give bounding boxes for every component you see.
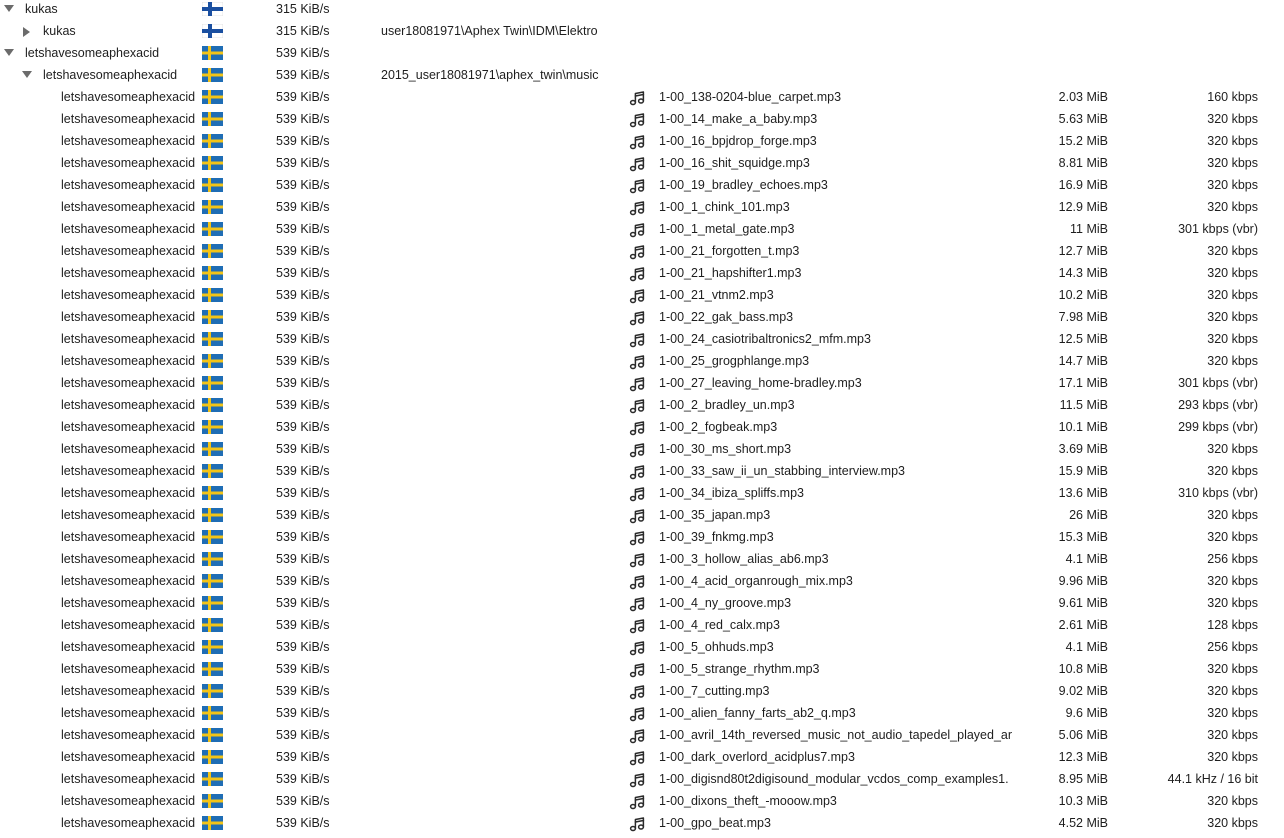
file-name: 1-00_138-0204-blue_carpet.mp3 xyxy=(659,90,842,104)
file-size: 11.5 MiB xyxy=(1059,398,1108,412)
music-note-icon xyxy=(629,376,645,392)
upload-speed: 539 KiB/s xyxy=(276,178,330,192)
username: letshavesomeaphexacid xyxy=(61,420,195,434)
file-bitrate: 320 kbps xyxy=(1207,354,1258,368)
upload-speed: 539 KiB/s xyxy=(276,398,330,412)
file-row[interactable] xyxy=(0,550,1284,572)
sweden-flag-icon xyxy=(202,464,223,478)
upload-speed: 539 KiB/s xyxy=(276,706,330,720)
file-row[interactable] xyxy=(0,682,1284,704)
file-size: 10.8 MiB xyxy=(1058,662,1108,676)
sweden-flag-icon xyxy=(202,200,223,214)
file-name: 1-00_gpo_beat.mp3 xyxy=(659,816,771,830)
username: letshavesomeaphexacid xyxy=(61,376,195,390)
username: letshavesomeaphexacid xyxy=(61,662,195,676)
username: letshavesomeaphexacid xyxy=(61,486,195,500)
file-bitrate: 44.1 kHz / 16 bit xyxy=(1167,772,1258,786)
music-note-icon xyxy=(629,112,645,128)
file-bitrate: 160 kbps xyxy=(1207,90,1258,104)
file-name: 1-00_dixons_theft_-mooow.mp3 xyxy=(659,794,837,808)
file-row[interactable] xyxy=(0,440,1284,462)
file-row[interactable] xyxy=(0,198,1284,220)
file-name: 1-00_4_acid_organrough_mix.mp3 xyxy=(659,574,853,588)
file-bitrate: 320 kbps xyxy=(1207,596,1258,610)
music-note-icon xyxy=(629,794,645,810)
upload-speed: 539 KiB/s xyxy=(276,640,330,654)
upload-speed: 539 KiB/s xyxy=(276,244,330,258)
username: letshavesomeaphexacid xyxy=(61,244,195,258)
username: letshavesomeaphexacid xyxy=(61,596,195,610)
username: letshavesomeaphexacid xyxy=(61,222,195,236)
file-bitrate: 256 kbps xyxy=(1207,640,1258,654)
file-size: 11 MiB xyxy=(1070,222,1108,236)
user-row[interactable] xyxy=(0,44,1284,66)
file-name: 1-00_16_bpjdrop_forge.mp3 xyxy=(659,134,817,148)
file-bitrate: 320 kbps xyxy=(1207,310,1258,324)
file-name: 1-00_5_ohhuds.mp3 xyxy=(659,640,774,654)
music-note-icon xyxy=(629,684,645,700)
username: letshavesomeaphexacid xyxy=(61,684,195,698)
sweden-flag-icon xyxy=(202,46,223,60)
file-name: 1-00_2_fogbeak.mp3 xyxy=(659,420,778,434)
file-row[interactable] xyxy=(0,396,1284,418)
upload-speed: 539 KiB/s xyxy=(276,662,330,676)
music-note-icon xyxy=(629,178,645,194)
file-row[interactable] xyxy=(0,792,1284,814)
file-row[interactable] xyxy=(0,132,1284,154)
music-note-icon xyxy=(629,222,645,238)
username: letshavesomeaphexacid xyxy=(61,618,195,632)
sweden-flag-icon xyxy=(202,354,223,368)
file-bitrate: 320 kbps xyxy=(1207,244,1258,258)
sweden-flag-icon xyxy=(202,486,223,500)
username: letshavesomeaphexacid xyxy=(61,772,195,786)
sweden-flag-icon xyxy=(202,706,223,720)
music-note-icon xyxy=(629,574,645,590)
file-size: 8.95 MiB xyxy=(1058,772,1108,786)
file-bitrate: 320 kbps xyxy=(1207,464,1258,478)
file-size: 4.1 MiB xyxy=(1065,640,1108,654)
username: letshavesomeaphexacid xyxy=(61,112,195,126)
upload-speed: 539 KiB/s xyxy=(276,750,330,764)
username: letshavesomeaphexacid xyxy=(61,178,195,192)
file-size: 2.61 MiB xyxy=(1058,618,1108,632)
file-row[interactable] xyxy=(0,506,1284,528)
username: letshavesomeaphexacid xyxy=(61,508,195,522)
upload-speed: 539 KiB/s xyxy=(276,112,330,126)
file-row[interactable] xyxy=(0,220,1284,242)
username: letshavesomeaphexacid xyxy=(61,728,195,742)
username: letshavesomeaphexacid xyxy=(61,816,195,830)
music-note-icon xyxy=(629,662,645,678)
file-name: 1-00_dark_overlord_acidplus7.mp3 xyxy=(659,750,855,764)
file-row[interactable] xyxy=(0,638,1284,660)
file-name: 1-00_1_metal_gate.mp3 xyxy=(659,222,795,236)
triangle-down-icon[interactable] xyxy=(3,44,17,66)
music-note-icon xyxy=(629,530,645,546)
music-note-icon xyxy=(629,772,645,788)
upload-speed: 539 KiB/s xyxy=(276,794,330,808)
file-name: 1-00_16_shit_squidge.mp3 xyxy=(659,156,810,170)
sweden-flag-icon xyxy=(202,794,223,808)
sweden-flag-icon xyxy=(202,112,223,126)
file-name: 1-00_21_vtnm2.mp3 xyxy=(659,288,774,302)
sweden-flag-icon xyxy=(202,684,223,698)
sweden-flag-icon xyxy=(202,90,223,104)
username: letshavesomeaphexacid xyxy=(61,750,195,764)
finland-flag-icon xyxy=(202,24,223,38)
upload-speed: 539 KiB/s xyxy=(276,618,330,632)
sweden-flag-icon xyxy=(202,728,223,742)
upload-speed: 539 KiB/s xyxy=(276,420,330,434)
music-note-icon xyxy=(629,486,645,502)
upload-speed: 539 KiB/s xyxy=(276,288,330,302)
file-name: 1-00_alien_fanny_farts_ab2_q.mp3 xyxy=(659,706,856,720)
file-size: 16.9 MiB xyxy=(1058,178,1108,192)
sweden-flag-icon xyxy=(202,266,223,280)
file-name: 1-00_30_ms_short.mp3 xyxy=(659,442,792,456)
music-note-icon xyxy=(629,442,645,458)
file-name: 1-00_24_casiotribaltronics2_mfm.mp3 xyxy=(659,332,871,346)
username: letshavesomeaphexacid xyxy=(61,398,195,412)
file-bitrate: 320 kbps xyxy=(1207,288,1258,302)
music-note-icon xyxy=(629,332,645,348)
file-row[interactable] xyxy=(0,418,1284,440)
music-note-icon xyxy=(629,156,645,172)
file-bitrate: 320 kbps xyxy=(1207,200,1258,214)
file-bitrate: 320 kbps xyxy=(1207,794,1258,808)
file-row[interactable] xyxy=(0,374,1284,396)
file-row[interactable] xyxy=(0,110,1284,132)
file-name: 1-00_avril_14th_reversed_music_not_audio_tapedel_played_ar xyxy=(659,728,1013,742)
file-size: 5.63 MiB xyxy=(1058,112,1108,126)
upload-speed: 539 KiB/s xyxy=(276,552,330,566)
music-note-icon xyxy=(629,266,645,282)
file-row[interactable] xyxy=(0,814,1284,836)
sweden-flag-icon xyxy=(202,574,223,588)
file-name: 1-00_34_ibiza_spliffs.mp3 xyxy=(659,486,805,500)
triangle-right-icon[interactable] xyxy=(21,22,35,44)
upload-speed: 539 KiB/s xyxy=(276,728,330,742)
sweden-flag-icon xyxy=(202,816,223,830)
music-note-icon xyxy=(629,618,645,634)
file-name: 1-00_27_leaving_home-bradley.mp3 xyxy=(659,376,862,390)
sweden-flag-icon xyxy=(202,68,223,82)
music-note-icon xyxy=(629,750,645,766)
sweden-flag-icon xyxy=(202,662,223,676)
upload-speed: 539 KiB/s xyxy=(276,90,330,104)
file-size: 26 MiB xyxy=(1069,508,1108,522)
music-note-icon xyxy=(629,552,645,568)
username: letshavesomeaphexacid xyxy=(61,442,195,456)
file-bitrate: 320 kbps xyxy=(1207,750,1258,764)
file-name: 1-00_21_hapshifter1.mp3 xyxy=(659,266,802,280)
file-bitrate: 320 kbps xyxy=(1207,574,1258,588)
upload-speed: 539 KiB/s xyxy=(276,46,330,60)
triangle-down-icon[interactable] xyxy=(3,0,17,22)
file-size: 15.2 MiB xyxy=(1058,134,1108,148)
username: letshavesomeaphexacid xyxy=(61,310,195,324)
file-bitrate: 320 kbps xyxy=(1207,442,1258,456)
sweden-flag-icon xyxy=(202,750,223,764)
file-row[interactable] xyxy=(0,462,1284,484)
music-note-icon xyxy=(629,596,645,612)
file-bitrate: 320 kbps xyxy=(1207,112,1258,126)
sweden-flag-icon xyxy=(202,596,223,610)
username: letshavesomeaphexacid xyxy=(61,288,195,302)
file-size: 4.1 MiB xyxy=(1065,552,1108,566)
music-note-icon xyxy=(629,706,645,722)
file-name: 1-00_35_japan.mp3 xyxy=(659,508,771,522)
file-row[interactable] xyxy=(0,528,1284,550)
music-note-icon xyxy=(629,508,645,524)
file-size: 12.9 MiB xyxy=(1058,200,1108,214)
file-bitrate: 320 kbps xyxy=(1207,266,1258,280)
music-note-icon xyxy=(629,134,645,150)
music-note-icon xyxy=(629,354,645,370)
username: letshavesomeaphexacid xyxy=(61,640,195,654)
upload-speed: 539 KiB/s xyxy=(276,310,330,324)
file-bitrate: 301 kbps (vbr) xyxy=(1178,222,1258,236)
username: letshavesomeaphexacid xyxy=(61,464,195,478)
file-bitrate: 293 kbps (vbr) xyxy=(1178,398,1258,412)
file-row[interactable] xyxy=(0,726,1284,748)
music-note-icon xyxy=(629,816,645,832)
file-size: 10.1 MiB xyxy=(1058,420,1108,434)
file-size: 9.61 MiB xyxy=(1058,596,1108,610)
file-bitrate: 320 kbps xyxy=(1207,728,1258,742)
file-size: 12.3 MiB xyxy=(1058,750,1108,764)
file-size: 5.06 MiB xyxy=(1058,728,1108,742)
file-name: 1-00_7_cutting.mp3 xyxy=(659,684,770,698)
username: letshavesomeaphexacid xyxy=(61,552,195,566)
file-row[interactable] xyxy=(0,594,1284,616)
file-bitrate: 320 kbps xyxy=(1207,706,1258,720)
file-bitrate: 310 kbps (vbr) xyxy=(1178,486,1258,500)
upload-speed: 539 KiB/s xyxy=(276,134,330,148)
username: letshavesomeaphexacid xyxy=(61,354,195,368)
upload-speed: 539 KiB/s xyxy=(276,816,330,830)
file-row[interactable] xyxy=(0,330,1284,352)
username: kukas xyxy=(25,2,58,16)
username: letshavesomeaphexacid xyxy=(61,530,195,544)
file-bitrate: 301 kbps (vbr) xyxy=(1178,376,1258,390)
upload-speed: 315 KiB/s xyxy=(276,24,330,38)
file-row[interactable] xyxy=(0,308,1284,330)
music-note-icon xyxy=(629,310,645,326)
folder-row[interactable] xyxy=(0,22,1284,44)
file-bitrate: 320 kbps xyxy=(1207,508,1258,522)
upload-speed: 539 KiB/s xyxy=(276,574,330,588)
file-bitrate: 320 kbps xyxy=(1207,332,1258,346)
sweden-flag-icon xyxy=(202,398,223,412)
sweden-flag-icon xyxy=(202,156,223,170)
upload-speed: 539 KiB/s xyxy=(276,222,330,236)
upload-speed: 539 KiB/s xyxy=(276,508,330,522)
music-note-icon xyxy=(629,640,645,656)
sweden-flag-icon xyxy=(202,508,223,522)
file-size: 17.1 MiB xyxy=(1058,376,1108,390)
user-row[interactable] xyxy=(0,0,1284,22)
file-row[interactable] xyxy=(0,88,1284,110)
file-bitrate: 320 kbps xyxy=(1207,662,1258,676)
upload-speed: 539 KiB/s xyxy=(276,68,330,82)
sweden-flag-icon xyxy=(202,288,223,302)
music-note-icon xyxy=(629,420,645,436)
file-name: 1-00_4_red_calx.mp3 xyxy=(659,618,780,632)
sweden-flag-icon xyxy=(202,420,223,434)
file-name: 1-00_25_grogphlange.mp3 xyxy=(659,354,810,368)
file-bitrate: 320 kbps xyxy=(1207,684,1258,698)
username: letshavesomeaphexacid xyxy=(61,90,195,104)
music-note-icon xyxy=(629,728,645,744)
file-name: 1-00_4_ny_groove.mp3 xyxy=(659,596,792,610)
file-row[interactable] xyxy=(0,264,1284,286)
sweden-flag-icon xyxy=(202,134,223,148)
upload-speed: 539 KiB/s xyxy=(276,772,330,786)
file-row[interactable] xyxy=(0,242,1284,264)
file-name: 1-00_14_make_a_baby.mp3 xyxy=(659,112,818,126)
file-size: 9.96 MiB xyxy=(1058,574,1108,588)
file-row[interactable] xyxy=(0,704,1284,726)
file-bitrate: 320 kbps xyxy=(1207,530,1258,544)
sweden-flag-icon xyxy=(202,552,223,566)
file-size: 15.9 MiB xyxy=(1058,464,1108,478)
music-note-icon xyxy=(629,464,645,480)
file-size: 15.3 MiB xyxy=(1058,530,1108,544)
folder-path: user18081971\Aphex Twin\IDM\Elektro xyxy=(381,24,598,38)
file-size: 12.7 MiB xyxy=(1058,244,1108,258)
finland-flag-icon xyxy=(202,2,223,16)
file-size: 3.69 MiB xyxy=(1058,442,1108,456)
file-size: 9.6 MiB xyxy=(1065,706,1108,720)
sweden-flag-icon xyxy=(202,618,223,632)
username: letshavesomeaphexacid xyxy=(25,46,160,60)
sweden-flag-icon xyxy=(202,640,223,654)
file-name: 1-00_22_gak_bass.mp3 xyxy=(659,310,794,324)
music-note-icon xyxy=(629,244,645,260)
file-size: 9.02 MiB xyxy=(1058,684,1108,698)
file-size: 14.7 MiB xyxy=(1058,354,1108,368)
sweden-flag-icon xyxy=(202,332,223,346)
username: letshavesomeaphexacid xyxy=(61,332,195,346)
file-row[interactable] xyxy=(0,748,1284,770)
upload-speed: 539 KiB/s xyxy=(276,332,330,346)
sweden-flag-icon xyxy=(202,772,223,786)
username: letshavesomeaphexacid xyxy=(61,794,195,808)
file-size: 13.6 MiB xyxy=(1058,486,1108,500)
file-bitrate: 320 kbps xyxy=(1207,816,1258,830)
file-size: 4.52 MiB xyxy=(1058,816,1108,830)
file-bitrate: 320 kbps xyxy=(1207,134,1258,148)
file-row[interactable] xyxy=(0,286,1284,308)
file-name: 1-00_2_bradley_un.mp3 xyxy=(659,398,795,412)
username: letshavesomeaphexacid xyxy=(43,68,178,82)
folder-path: 2015_user18081971\aphex_twin\music xyxy=(381,68,599,82)
upload-speed: 539 KiB/s xyxy=(276,486,330,500)
music-note-icon xyxy=(629,288,645,304)
file-name: 1-00_19_bradley_echoes.mp3 xyxy=(659,178,828,192)
upload-speed: 539 KiB/s xyxy=(276,200,330,214)
username: letshavesomeaphexacid xyxy=(61,134,195,148)
file-size: 7.98 MiB xyxy=(1058,310,1108,324)
file-row[interactable] xyxy=(0,176,1284,198)
upload-speed: 539 KiB/s xyxy=(276,530,330,544)
file-name: 1-00_5_strange_rhythm.mp3 xyxy=(659,662,820,676)
sweden-flag-icon xyxy=(202,442,223,456)
music-note-icon xyxy=(629,200,645,216)
file-row[interactable] xyxy=(0,660,1284,682)
file-size: 2.03 MiB xyxy=(1058,90,1108,104)
file-name: 1-00_21_forgotten_t.mp3 xyxy=(659,244,800,258)
file-bitrate: 128 kbps xyxy=(1207,618,1258,632)
file-row[interactable] xyxy=(0,484,1284,506)
upload-speed: 539 KiB/s xyxy=(276,266,330,280)
file-name: 1-00_33_saw_ii_un_stabbing_interview.mp3 xyxy=(659,464,906,478)
music-note-icon xyxy=(629,398,645,414)
file-name: 1-00_1_chink_101.mp3 xyxy=(659,200,790,214)
upload-speed: 315 KiB/s xyxy=(276,2,330,16)
file-bitrate: 320 kbps xyxy=(1207,156,1258,170)
sweden-flag-icon xyxy=(202,178,223,192)
upload-speed: 539 KiB/s xyxy=(276,464,330,478)
file-size: 8.81 MiB xyxy=(1058,156,1108,170)
sweden-flag-icon xyxy=(202,310,223,324)
file-row[interactable] xyxy=(0,352,1284,374)
sweden-flag-icon xyxy=(202,376,223,390)
file-size: 14.3 MiB xyxy=(1058,266,1108,280)
triangle-down-icon[interactable] xyxy=(21,66,35,88)
username: letshavesomeaphexacid xyxy=(61,200,195,214)
sweden-flag-icon xyxy=(202,530,223,544)
file-size: 12.5 MiB xyxy=(1058,332,1108,346)
username: letshavesomeaphexacid xyxy=(61,706,195,720)
file-name: 1-00_39_fnkmg.mp3 xyxy=(659,530,774,544)
upload-speed: 539 KiB/s xyxy=(276,354,330,368)
file-name: 1-00_3_hollow_alias_ab6.mp3 xyxy=(659,552,829,566)
username: letshavesomeaphexacid xyxy=(61,266,195,280)
upload-speed: 539 KiB/s xyxy=(276,156,330,170)
file-row[interactable] xyxy=(0,616,1284,638)
username: letshavesomeaphexacid xyxy=(61,574,195,588)
music-note-icon xyxy=(629,90,645,106)
file-bitrate: 256 kbps xyxy=(1207,552,1258,566)
username: kukas xyxy=(43,24,76,38)
file-bitrate: 299 kbps (vbr) xyxy=(1178,420,1258,434)
file-size: 10.2 MiB xyxy=(1058,288,1108,302)
username: letshavesomeaphexacid xyxy=(61,156,195,170)
upload-speed: 539 KiB/s xyxy=(276,596,330,610)
upload-speed: 539 KiB/s xyxy=(276,442,330,456)
file-row[interactable] xyxy=(0,154,1284,176)
sweden-flag-icon xyxy=(202,244,223,258)
file-name: 1-00_digisnd80t2digisound_modular_vcdos_comp_examples1. xyxy=(659,772,1009,786)
file-bitrate: 320 kbps xyxy=(1207,178,1258,192)
folder-row[interactable] xyxy=(0,66,1284,88)
file-row[interactable] xyxy=(0,770,1284,792)
file-row[interactable] xyxy=(0,572,1284,594)
sweden-flag-icon xyxy=(202,222,223,236)
upload-speed: 539 KiB/s xyxy=(276,684,330,698)
upload-speed: 539 KiB/s xyxy=(276,376,330,390)
file-size: 10.3 MiB xyxy=(1058,794,1108,808)
